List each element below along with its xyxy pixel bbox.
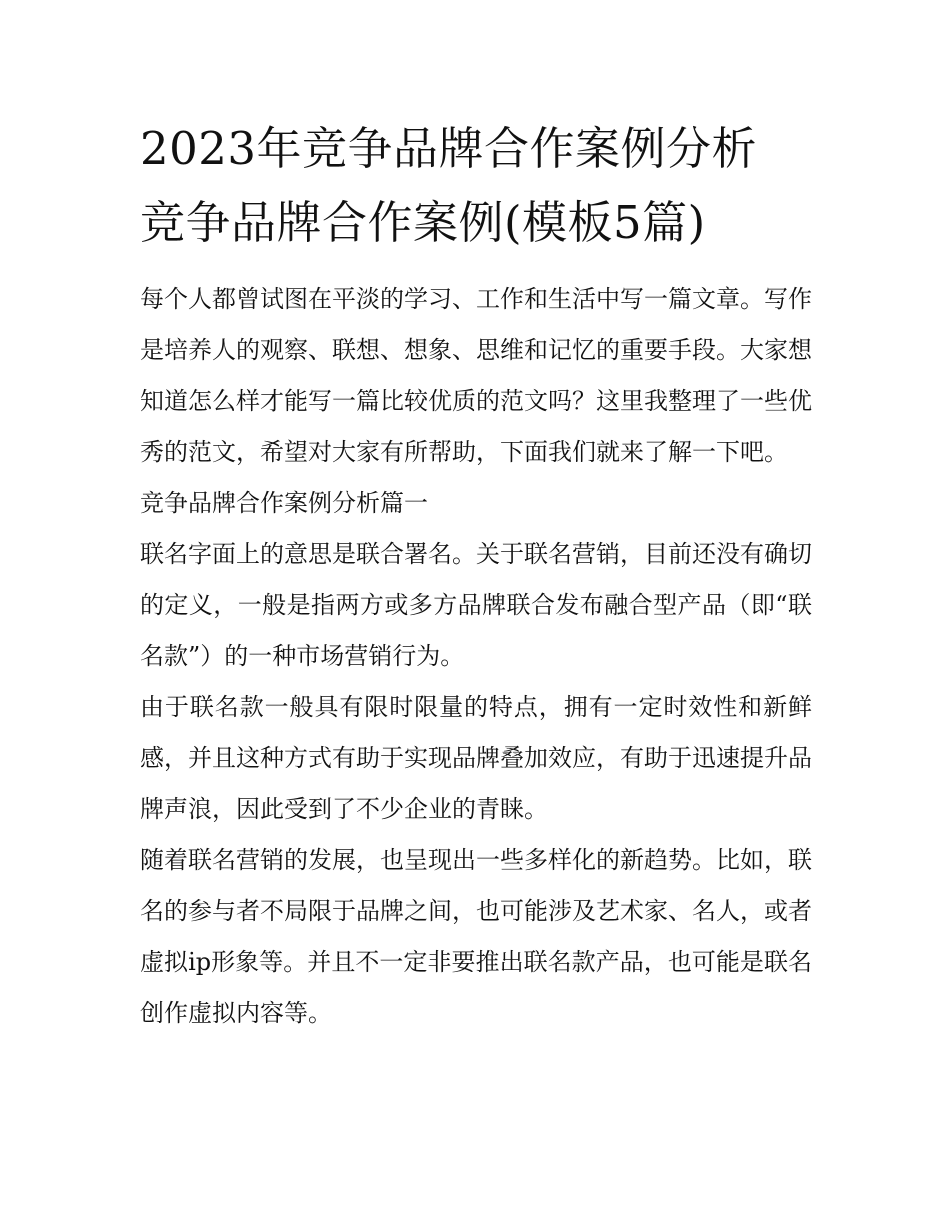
document-page xyxy=(140,112,812,1039)
document-title xyxy=(140,112,812,260)
body-paragraph: 随着联名营销的发展，也呈现出一些多样化的新趋势。比如，联名的参与者不局限于品牌之间，也可能涉及艺术家、名人，或者虚拟ip形象等。并且不一定非要推出联名款产品，也可能是联名创作虚拟内容等。 xyxy=(140,846,812,1027)
section-heading: 竞争品牌合作案例分析篇一 xyxy=(140,489,428,517)
intro-paragraph: 每个人都曾试图在平淡的学习、工作和生活中写一篇文章。写作是培养人的观察、联想、想象、思维和记忆的重要手段。大家想知道怎么样才能写一篇比较优质的范文吗？这里我整理了一些优秀的范文，希望对大家有所帮助，下面我们就来了解一下吧。 xyxy=(140,285,812,466)
title-line-2: 竞争品牌合作案例(模板5篇) xyxy=(140,196,706,249)
document-body xyxy=(140,274,812,1039)
title-line-1: 2023年竞争品牌合作案例分析 xyxy=(140,122,758,175)
body-paragraph: 联名字面上的意思是联合署名。关于联名营销，目前还没有确切的定义，一般是指两方或多方品牌联合发布融合型产品（即“联名款”）的一种市场营销行为。 xyxy=(140,540,812,670)
body-paragraph: 由于联名款一般具有限时限量的特点，拥有一定时效性和新鲜感，并且这种方式有助于实现品牌叠加效应，有助于迅速提升品牌声浪，因此受到了不少企业的青睐。 xyxy=(140,693,812,823)
